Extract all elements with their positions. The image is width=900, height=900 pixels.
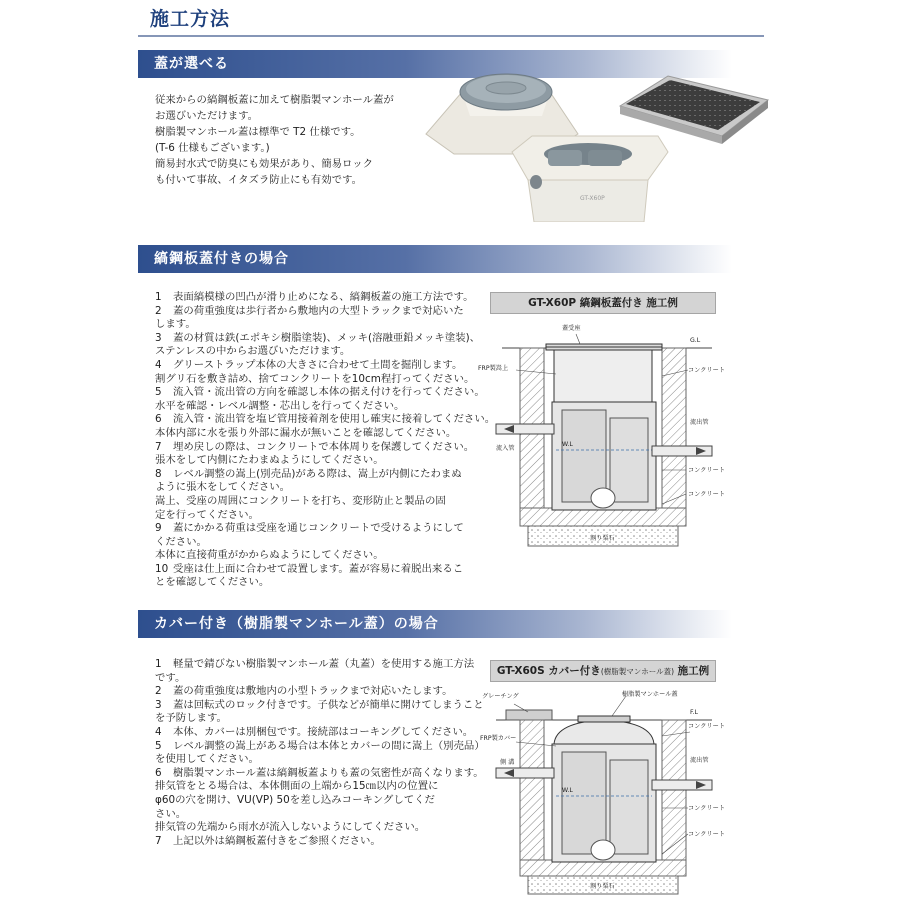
label-side-gutter: 側 溝 — [500, 759, 515, 766]
step-item: 6 流入管・流出管を塩ビ管用接着剤を使用し確実に接着してください。 — [155, 413, 496, 426]
label-outflow: 流出管 — [690, 419, 709, 426]
label-concrete: コンクリート — [688, 805, 726, 812]
label-inflow: 流入管 — [496, 445, 515, 452]
label-grating: グレーチング — [482, 693, 519, 700]
step-item: 5 レベル調整の嵩上がある場合は本体とカバーの間に嵩上（別売品） — [155, 739, 485, 752]
label-wl: W.L — [562, 441, 573, 448]
label-concrete: コンクリート — [688, 467, 726, 474]
step-item: 10 受座は仕上面に合わせて設置します。蓋が容易に着脱出来るこ — [155, 562, 464, 575]
label-fl: F.L — [690, 709, 698, 716]
label-concrete: コンクリート — [688, 831, 726, 838]
checkered-steps: 1 表面縞模様の凹凸が滑り止めになる、縞鋼板蓋の施工方法です。 2 蓋の荷重強度は歩行者から敷地内の大型トラックまで対応いた します。 3 蓋の材質は鉄(エポキシ樹脂塗装)、メッキ(溶融亜鉛メッキ塗装)、 ステンレスの中からお選びいただけます。 4 グリーストラップ本体の大きさに合わせて土間を掘削します。 割グリ石を敷き詰め、捨てコンクリートを10cm程打ってください。 5 流入管・流出管の方向を確認し本体の据え付けを行ってください。 水平を確認・レベル調整・芯出しを行ってください。 6 流入管・流出管を塩ビ管用接着剤を使用し確実に接着してください。 本体内部に水を張り外部に漏水が無いことを確認してください。 7 埋め戻しの際は、コンクリートで本体周りを保護してください。 張木をして内側にたわまぬようにしてください。 8 レベル調整の嵩上(別売品)がある際は、嵩上が内側にたわまぬ ように張木をしてください。 嵩上、受座の周囲にコンクリートを打ち、変形防止と製品の固 定を行ってください。 9 蓋にかかる荷重は受座を通じコンクリートで受けるようにして ください。 本体に直接荷重がかからぬようにしてください。 10 受座は仕上面に合わせて設置します。蓋が容易に着脱出来るこ とを確認してください。 — [155, 291, 496, 589]
step-item: 8 レベル調整の嵩上(別売品)がある際は、嵩上が内側にたわまぬ — [155, 467, 462, 480]
section-heading-lid: 蓋が選べる — [138, 50, 732, 78]
step-item: 5 流入管・流出管の方向を確認し本体の据え付けを行ってください。 — [155, 386, 485, 399]
section-heading-cover: カバー付き（樹脂製マンホール蓋）の場合 — [138, 610, 732, 638]
intro-line: お選びいただけます。 — [155, 110, 259, 122]
intro-line: (T-6 仕様もございます。) — [155, 142, 270, 154]
page-title: 施工方法 — [150, 8, 231, 30]
label-gravel: 割り栗石 — [590, 883, 615, 890]
step-item: 4 本体、カバーは別梱包です。接続部はコーキングしてください。 — [155, 725, 474, 738]
label-concrete: コンクリート — [688, 367, 726, 374]
unit-label: GT-X60P — [580, 195, 605, 202]
intro-line: 従来からの縞鋼板蓋に加えて樹脂製マンホール蓋が — [155, 94, 394, 106]
label-frp-lift: FRP製嵩上 — [478, 365, 509, 372]
label-wl: W.L — [562, 787, 573, 794]
label-frp-cover: FRP製カバー — [480, 735, 517, 742]
diagram-title-checkered: GT-X60P 縞鋼板蓋付き 施工例 — [490, 292, 716, 314]
step-item: 7 埋め戻しの際は、コンクリートで本体周りを保護してください。 — [155, 440, 475, 453]
label-gl: G.L — [690, 337, 701, 344]
section-heading-checkered: 縞鋼板蓋付きの場合 — [138, 245, 732, 273]
step-item: 2 蓋の荷重強度は歩行者から敷地内の大型トラックまで対応いた — [155, 304, 464, 317]
step-item: 7 上記以外は縞鋼板蓋付きをご参照ください。 — [155, 834, 381, 847]
title-divider — [138, 35, 764, 37]
label-concrete: コンクリート — [688, 491, 726, 498]
intro-line: も付いて事故、イタズラ防止にも有効です。 — [155, 174, 362, 186]
step-item: 6 樹脂製マンホール蓋は縞鋼板蓋よりも蓋の気密性が高くなります。 — [155, 766, 484, 779]
step-item: 1 軽量で錆びない樹脂製マンホール蓋（丸蓋）を使用する施工方法 — [155, 658, 475, 670]
intro-line: 簡易封水式で防臭にも効果があり、簡易ロック — [155, 158, 373, 170]
step-item: 3 蓋の材質は鉄(エポキシ樹脂塗装)、メッキ(溶融亜鉛メッキ塗装)、 — [155, 331, 481, 344]
label-concrete: コンクリート — [688, 723, 726, 730]
label-manhole-lid: 樹脂製マンホール蓋 — [622, 691, 678, 698]
cover-steps: 1 軽量で錆びない樹脂製マンホール蓋（丸蓋）を使用する施工方法 です。 2 蓋の荷重強度は敷地内の小型トラックまで対応いたします。 3 蓋は回転式のロック付きです。子供などが簡単に開けてしまうこと を予防します。 4 本体、カバーは別梱包です。接続部はコーキングしてください。 5 レベル調整の嵩上がある場合は本体とカバーの間に嵩上（別売品） を使用してください。 6 樹脂製マンホール蓋は縞鋼板蓋よりも蓋の気密性が高くなります。 排気管をとる場合は、本体側面の上端から15㎝以内の位置に φ60の穴を開け、VU(VP) 50を差し込みコーキングしてくだ さい。 排気管の先端から雨水が流入しないようにしてください。 7 上記以外は縞鋼板蓋付きをご参照ください。 — [155, 658, 485, 847]
label-gravel: 割り栗石 — [590, 535, 615, 542]
label-outflow: 流出管 — [690, 757, 709, 764]
intro-line: 樹脂製マンホール蓋は標準で T2 仕様です。 — [155, 126, 361, 138]
checkered-lid-diagram — [476, 318, 726, 562]
diagram-title-cover: GT-X60S カバー付き(樹脂製マンホール蓋) 施工例 — [490, 660, 716, 682]
lid-intro-text — [155, 92, 425, 188]
step-item: 4 グリーストラップ本体の大きさに合わせて土間を掘削します。 — [155, 358, 463, 371]
step-item: 9 蓋にかかる荷重は受座を通じコンクリートで受けるようにして — [155, 522, 464, 535]
step-item: 2 蓋の荷重強度は敷地内の小型トラックまで対応いたします。 — [155, 685, 453, 698]
grease-trap-body-photo — [508, 134, 670, 222]
step-item: 3 蓋は回転式のロック付きです。子供などが簡単に開けてしまうこと — [155, 698, 484, 711]
resin-cover-diagram — [476, 684, 726, 898]
step-item: 1 表面縞模様の凹凸が滑り止めになる、縞鋼板蓋の施工方法です。 — [155, 291, 474, 303]
label-lid-seat: 蓋受座 — [562, 325, 581, 332]
